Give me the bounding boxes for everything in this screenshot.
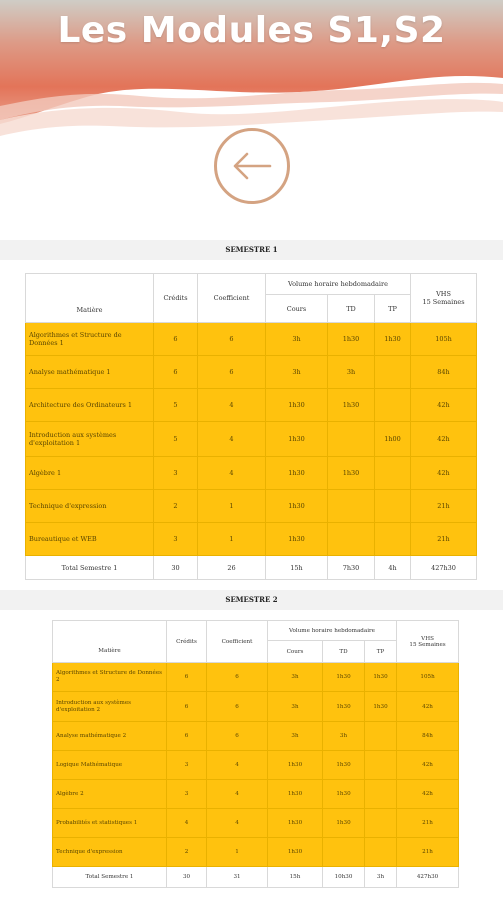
col-header-matiere: Matière <box>53 621 167 663</box>
semestre1-table <box>25 273 477 580</box>
table-row: Analyse mathématique 2 6 6 3h 3h 84h <box>53 722 459 751</box>
col-header-tp: TP <box>375 295 411 323</box>
table-row: Architecture des Ordinateurs 1 5 4 1h30 1h30 42h <box>26 389 477 422</box>
col-header-coefficient: Coefficient <box>198 274 266 323</box>
col-header-cours: Cours <box>266 295 328 323</box>
vhs-line2: 15 Semaines <box>422 298 465 306</box>
vhs-line1: VHS <box>421 635 434 642</box>
col-header-credits: Crédits <box>154 274 198 323</box>
table-row: Bureautique et WEB 3 1 1h30 21h <box>26 523 477 556</box>
col-header-coefficient: Coefficient <box>207 621 268 663</box>
table-row: Algorithmes et Structure de Données 2 6 6 3h 1h30 1h30 105h <box>53 663 459 692</box>
table-row: Algèbre 2 3 4 1h30 1h30 42h <box>53 780 459 809</box>
table-row: Technique d'expression 2 1 1h30 21h <box>53 838 459 867</box>
table-row: Technique d'expression 2 1 1h30 21h <box>26 490 477 523</box>
table-row: Introduction aux systèmes d'exploitation 2 6 6 3h 1h30 1h30 42h <box>53 692 459 722</box>
col-header-td: TD <box>323 641 365 663</box>
arrow-left-icon <box>232 151 272 181</box>
col-header-volume: Volume horaire hebdomadaire <box>268 621 397 641</box>
col-header-volume: Volume horaire hebdomadaire <box>266 274 411 295</box>
table-row: Analyse mathématique 1 6 6 3h 3h 84h <box>26 356 477 389</box>
vhs-line1: VHS <box>436 290 451 298</box>
page-title: Les Modules S1,S2 <box>57 10 446 51</box>
col-header-matiere: Matière <box>26 274 154 323</box>
col-header-vhs <box>411 274 477 323</box>
col-header-tp: TP <box>365 641 397 663</box>
table-row: Introduction aux systèmes d'exploitation 1 5 4 1h30 1h00 42h <box>26 422 477 457</box>
header-banner <box>0 0 503 140</box>
vhs-line2: 15 Semaines <box>409 641 446 648</box>
table-row: Probabilités et statistiques 1 4 4 1h30 1h30 21h <box>53 809 459 838</box>
col-header-td: TD <box>328 295 375 323</box>
table-row: Logique Mathématique 3 4 1h30 1h30 42h <box>53 751 459 780</box>
total-row: Total Semestre 1 30 26 15h 7h30 4h 427h30 <box>26 556 477 580</box>
table-row: Algorithmes et Structure de Données 1 6 6 3h 1h30 1h30 105h <box>26 323 477 356</box>
total-row: Total Semestre 1 30 31 15h 10h30 3h 427h30 <box>53 867 459 888</box>
table-row: Algèbre 1 3 4 1h30 1h30 42h <box>26 457 477 490</box>
semestre1-heading: SEMESTRE 1 <box>0 240 503 260</box>
semestre2-heading: SEMESTRE 2 <box>0 590 503 610</box>
back-button[interactable] <box>214 128 290 204</box>
col-header-credits: Crédits <box>167 621 207 663</box>
col-header-vhs <box>397 621 459 663</box>
col-header-cours: Cours <box>268 641 323 663</box>
semestre2-table <box>52 620 459 888</box>
